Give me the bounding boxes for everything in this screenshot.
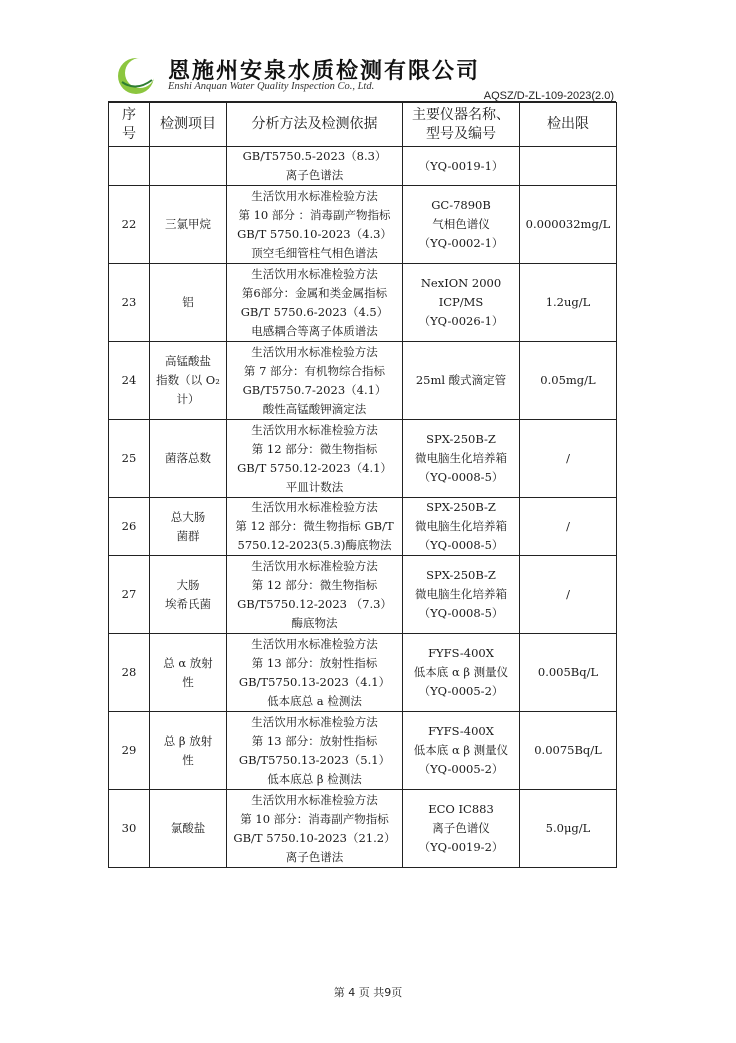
item-text-line: 总 β 放射 bbox=[163, 733, 213, 748]
cell-seq bbox=[109, 712, 150, 790]
method-text-line: 第6部分：金属和类金属指标 bbox=[241, 285, 388, 300]
method-text-line: 第 7 部分：有机物综合指标 bbox=[243, 363, 386, 378]
table-row bbox=[109, 556, 617, 634]
table-row bbox=[109, 264, 617, 342]
seq-text-line: 22 bbox=[121, 217, 137, 231]
seq-text-line: 23 bbox=[121, 295, 137, 309]
item-text-line: 高锰酸盐 bbox=[165, 354, 211, 368]
item-text-line: 菌群 bbox=[176, 528, 200, 543]
table-header-row bbox=[109, 103, 617, 147]
table-row bbox=[109, 790, 617, 868]
cell-instrument bbox=[403, 556, 520, 634]
limit-text-line: / bbox=[566, 451, 570, 465]
table-row bbox=[109, 342, 617, 420]
method-text-line: 顶空毛细管柱气相色谱法 bbox=[251, 245, 378, 260]
item-text-line: 菌落总数 bbox=[165, 451, 211, 465]
instrument-text-line: 微电脑生化培养箱 bbox=[415, 451, 507, 465]
method-text-line: 第 13 部分：放射性指标 bbox=[251, 655, 378, 670]
method-text-line: GB/T5750.5-2023（8.3） bbox=[242, 149, 387, 163]
method-text-line: 第 10 部分 ：消毒副产物指标 bbox=[238, 207, 391, 222]
cell-method bbox=[227, 420, 403, 498]
item-text-line: 总大肠 bbox=[170, 509, 206, 524]
instrument-text-line: （YQ-0019-2） bbox=[418, 840, 504, 854]
instrument-text-line: （YQ-0005-2） bbox=[418, 684, 504, 698]
instrument-text-line: ECO IC883 bbox=[428, 802, 494, 816]
cell-method bbox=[227, 556, 403, 634]
instrument-text-line: （YQ-0008-5） bbox=[418, 470, 504, 484]
method-text-line: 生活饮用水标准检验方法 bbox=[251, 714, 378, 729]
cell-limit bbox=[520, 712, 617, 790]
cell-instrument bbox=[403, 420, 520, 498]
table-row bbox=[109, 712, 617, 790]
cell-limit bbox=[520, 790, 617, 868]
limit-text-line: 1.2ug/L bbox=[545, 295, 591, 309]
cell-limit bbox=[520, 634, 617, 712]
seq-text-line: 29 bbox=[121, 743, 137, 757]
method-text-line: 离子色谱法 bbox=[285, 849, 344, 864]
item-text-line: 性 bbox=[182, 674, 194, 689]
method-text-line: 生活饮用水标准检验方法 bbox=[251, 792, 378, 807]
method-text-line: 低本底总 a 检测法 bbox=[267, 693, 362, 708]
cell-item bbox=[150, 264, 227, 342]
cell-method bbox=[227, 634, 403, 712]
limit-text-line: 0.000032mg/L bbox=[525, 217, 611, 231]
instrument-text-line: SPX-250B-Z bbox=[426, 568, 496, 582]
instrument-text-line: GC-7890B bbox=[431, 198, 491, 212]
cell-instrument bbox=[403, 712, 520, 790]
cell-item bbox=[150, 342, 227, 420]
header-limit: 检出限 bbox=[520, 103, 617, 147]
cell-item bbox=[150, 420, 227, 498]
cell-seq bbox=[109, 498, 150, 556]
limit-text-line: / bbox=[566, 587, 570, 601]
instrument-text-line: 微电脑生化培养箱 bbox=[415, 587, 507, 601]
cell-item bbox=[150, 186, 227, 264]
inspection-methods-table bbox=[108, 102, 617, 868]
cell-seq bbox=[109, 186, 150, 264]
item-text-line: 总 α 放射 bbox=[163, 655, 213, 670]
cell-seq bbox=[109, 420, 150, 498]
cell-method bbox=[227, 147, 403, 186]
company-name-chinese: 恩施州安泉水质检测有限公司 bbox=[168, 58, 481, 84]
method-text-line: 第 10 部分：消毒副产物指标 bbox=[240, 811, 389, 826]
cell-item bbox=[150, 498, 227, 556]
method-text-line: GB/T5750.13-2023（4.1） bbox=[238, 674, 391, 689]
header-instrument: 主要仪器名称、 型号及编号 bbox=[403, 103, 520, 147]
cell-seq bbox=[109, 634, 150, 712]
cell-seq bbox=[109, 147, 150, 186]
method-text-line: 低本底总 β 检测法 bbox=[267, 771, 362, 786]
method-text-line: GB/T5750.13-2023（5.1） bbox=[238, 752, 391, 767]
cell-limit bbox=[520, 498, 617, 556]
instrument-text-line: （YQ-0008-5） bbox=[418, 606, 504, 620]
cell-method bbox=[227, 790, 403, 868]
item-text-line: 铝 bbox=[182, 295, 194, 309]
method-text-line: GB/T 5750.10-2023（21.2） bbox=[233, 830, 396, 845]
cell-method bbox=[227, 342, 403, 420]
instrument-text-line: （YQ-0019-1） bbox=[418, 158, 504, 173]
method-text-line: 生活饮用水标准检验方法 bbox=[251, 266, 378, 281]
item-text-line: 性 bbox=[182, 752, 194, 767]
cell-method bbox=[227, 498, 403, 556]
cell-limit bbox=[520, 147, 617, 186]
method-text-line: 第 12 部分：微生物指标 bbox=[251, 577, 378, 592]
cell-seq bbox=[109, 342, 150, 420]
method-text-line: 生活饮用水标准检验方法 bbox=[251, 558, 378, 573]
table-row bbox=[109, 498, 617, 556]
method-text-line: GB/T 5750.12-2023（4.1） bbox=[237, 460, 392, 475]
instrument-text-line: 25ml 酸式滴定管 bbox=[415, 373, 507, 387]
method-text-line: 酶底物法 bbox=[291, 615, 338, 630]
table-row bbox=[109, 634, 617, 712]
seq-text-line: 25 bbox=[121, 451, 137, 465]
cell-method bbox=[227, 712, 403, 790]
seq-text-line: 26 bbox=[121, 519, 137, 533]
method-text-line: GB/T5750.12-2023 （7.3） bbox=[237, 596, 392, 611]
company-name-english: Enshi Anquan Water Quality Inspection Co., Ltd. bbox=[168, 81, 375, 92]
cell-instrument bbox=[403, 498, 520, 556]
instrument-text-line: 低本底 α β 测量仪 bbox=[413, 743, 509, 757]
cell-limit bbox=[520, 186, 617, 264]
item-text-line: 三氯甲烷 bbox=[165, 217, 211, 231]
method-text-line: 第 13 部分：放射性指标 bbox=[251, 733, 378, 748]
method-text-line: 生活饮用水标准检验方法 bbox=[251, 344, 378, 359]
instrument-text-line: （YQ-0005-2） bbox=[418, 762, 504, 776]
instrument-text-line: SPX-250B-Z bbox=[426, 500, 496, 514]
seq-text-line: 30 bbox=[121, 821, 137, 835]
cell-limit bbox=[520, 420, 617, 498]
cell-instrument bbox=[403, 790, 520, 868]
document-code: AQSZ/D-ZL-109-2023(2.0) bbox=[483, 90, 614, 102]
instrument-text-line: NexION 2000 bbox=[420, 276, 502, 290]
method-text-line: 生活饮用水标准检验方法 bbox=[251, 500, 378, 514]
method-text-line: 离子色谱法 bbox=[285, 168, 344, 182]
cell-seq bbox=[109, 556, 150, 634]
header-item: 检测项目 bbox=[150, 103, 227, 147]
cell-method bbox=[227, 186, 403, 264]
method-text-line: 第 12 部分：微生物指标 bbox=[251, 441, 378, 456]
item-text-line: 指数（以 O₂ bbox=[156, 373, 220, 387]
item-text-line: 计） bbox=[176, 392, 200, 406]
cell-instrument bbox=[403, 147, 520, 186]
method-text-line: 平皿计数法 bbox=[285, 479, 344, 494]
cell-seq bbox=[109, 264, 150, 342]
cell-item bbox=[150, 634, 227, 712]
table-row bbox=[109, 186, 617, 264]
header-seq: 序 号 bbox=[109, 103, 150, 147]
cell-method bbox=[227, 264, 403, 342]
table-row bbox=[109, 147, 617, 186]
page-number: 第 4 页 共9页 bbox=[333, 986, 403, 999]
method-text-line: 第 12 部分：微生物指标 GB/T bbox=[235, 519, 394, 533]
instrument-text-line: （YQ-0008-5） bbox=[418, 538, 504, 552]
cell-item bbox=[150, 147, 227, 186]
item-text-line: 埃希氏菌 bbox=[165, 596, 211, 611]
instrument-text-line: 微电脑生化培养箱 bbox=[415, 519, 507, 533]
limit-text-line: 0.005Bq/L bbox=[537, 665, 599, 679]
method-text-line: 生活饮用水标准检验方法 bbox=[251, 422, 378, 437]
instrument-text-line: FYFS-400X bbox=[428, 646, 494, 660]
cell-instrument bbox=[403, 634, 520, 712]
letterhead bbox=[108, 52, 618, 102]
method-text-line: 5750.12-2023(5.3)酶底物法 bbox=[237, 538, 392, 552]
company-logo-icon bbox=[116, 56, 160, 96]
cell-instrument bbox=[403, 264, 520, 342]
method-text-line: GB/T5750.7-2023（4.1） bbox=[242, 382, 387, 397]
limit-text-line: 5.0μg/L bbox=[545, 821, 591, 835]
cell-limit bbox=[520, 556, 617, 634]
cell-instrument bbox=[403, 342, 520, 420]
seq-text-line: 27 bbox=[121, 587, 137, 601]
instrument-text-line: 气相色谱仪 bbox=[432, 217, 490, 231]
cell-limit bbox=[520, 342, 617, 420]
limit-text-line: 0.05mg/L bbox=[540, 373, 596, 387]
instrument-text-line: 离子色谱仪 bbox=[432, 821, 490, 835]
method-text-line: 生活饮用水标准检验方法 bbox=[251, 636, 378, 651]
seq-text-line: 24 bbox=[121, 373, 137, 387]
instrument-text-line: （YQ-0026-1） bbox=[418, 314, 504, 328]
method-text-line: GB/T 5750.10-2023（4.3） bbox=[237, 226, 392, 241]
limit-text-line: 0.0075Bq/L bbox=[534, 743, 602, 757]
limit-text-line: / bbox=[566, 519, 570, 533]
header-method: 分析方法及检测依据 bbox=[227, 103, 403, 147]
item-text-line: 大肠 bbox=[176, 577, 200, 592]
instrument-text-line: ICP/MS bbox=[438, 295, 484, 309]
instrument-text-line: FYFS-400X bbox=[428, 724, 494, 738]
cell-item bbox=[150, 790, 227, 868]
instrument-text-line: SPX-250B-Z bbox=[426, 432, 496, 446]
table-row bbox=[109, 420, 617, 498]
cell-item bbox=[150, 556, 227, 634]
cell-seq bbox=[109, 790, 150, 868]
seq-text-line: 28 bbox=[121, 665, 137, 679]
item-text-line: 氯酸盐 bbox=[170, 821, 206, 835]
instrument-text-line: （YQ-0002-1） bbox=[418, 236, 504, 250]
cell-instrument bbox=[403, 186, 520, 264]
instrument-text-line: 低本底 α β 测量仪 bbox=[413, 665, 509, 679]
cell-item bbox=[150, 712, 227, 790]
method-text-line: 酸性高锰酸钾滴定法 bbox=[262, 401, 367, 416]
cell-limit bbox=[520, 264, 617, 342]
method-text-line: 生活饮用水标准检验方法 bbox=[251, 188, 378, 203]
method-text-line: 电感耦合等离子体质谱法 bbox=[251, 323, 378, 338]
method-text-line: GB/T 5750.6-2023（4.5） bbox=[240, 304, 389, 319]
